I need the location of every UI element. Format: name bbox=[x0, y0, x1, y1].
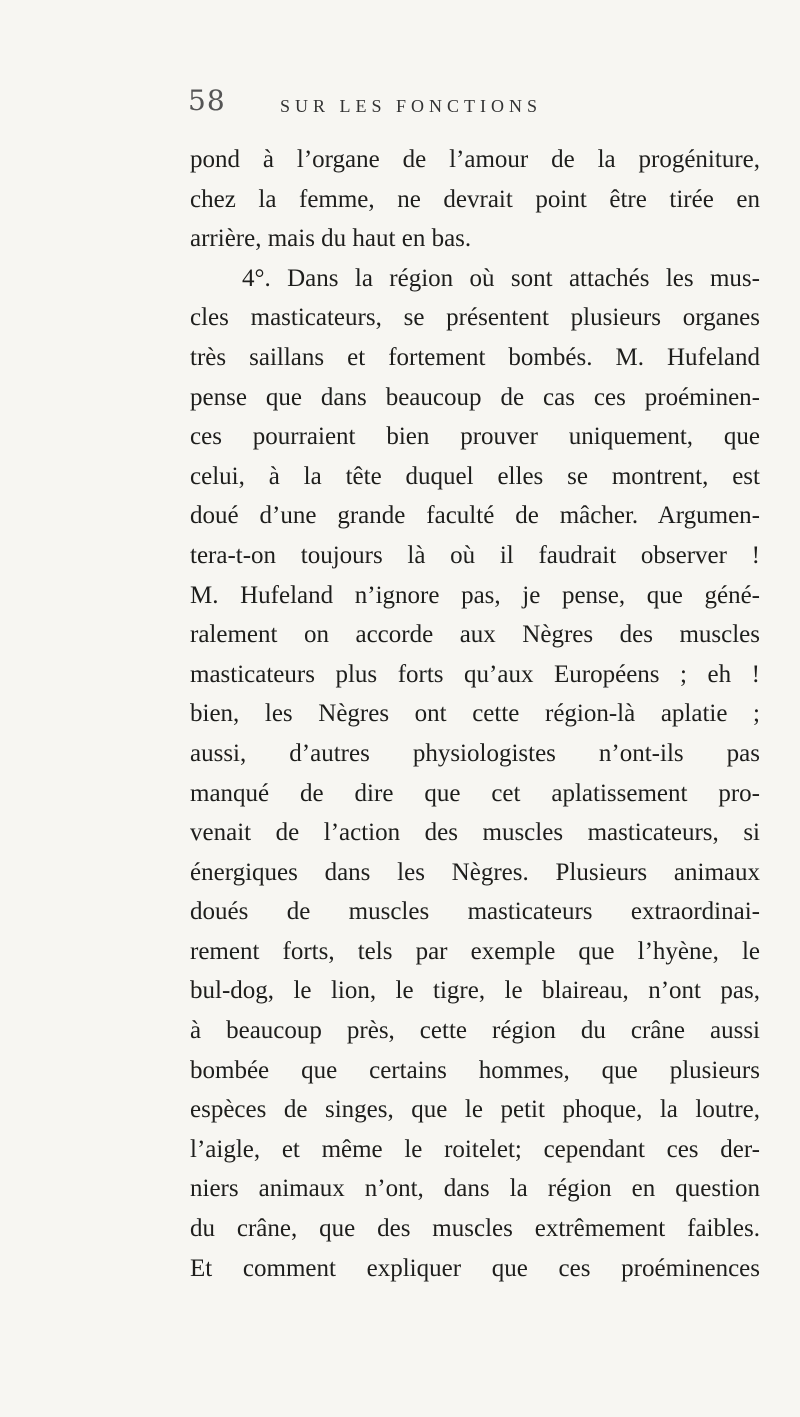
text-line: pense que dans beaucoup de cas ces proéminen- bbox=[190, 383, 760, 411]
running-title: SUR LES FONCTIONS bbox=[280, 96, 543, 116]
text-line: bombée que certains hommes, que plusieurs bbox=[190, 1056, 760, 1084]
text-line: espèces de singes, que le petit phoque, la loutre, bbox=[190, 1096, 760, 1124]
text-line: manqué de dire que cet aplatissement pro- bbox=[190, 779, 760, 807]
body-text bbox=[190, 140, 760, 1288]
text-line: l’aigle, et même le roitelet; cependant ces der- bbox=[190, 1135, 760, 1163]
text-line: rement forts, tels par exemple que l’hyène, le bbox=[190, 937, 760, 965]
text-line: ralement on accorde aux Nègres des muscles bbox=[190, 621, 760, 649]
text-line: cles masticateurs, se présentent plusieurs organes bbox=[190, 304, 760, 332]
text-line: chez la femme, ne devrait point être tirée en bbox=[190, 185, 760, 213]
text-line: à beaucoup près, cette région du crâne aussi bbox=[190, 1017, 760, 1045]
text-line: doué d’une grande faculté de mâcher. Argumen- bbox=[190, 502, 760, 530]
text-line: aussi, d’autres physiologistes n’ont-ils pas bbox=[190, 739, 760, 767]
page-number: 58 bbox=[188, 84, 226, 117]
page-header bbox=[188, 86, 758, 126]
text-line: bien, les Nègres ont cette région-là aplatie ; bbox=[190, 700, 760, 728]
text-line: tera-t-on toujours là où il faudrait observer ! bbox=[190, 541, 760, 569]
text-line: venait de l’action des muscles masticateurs, si bbox=[190, 819, 760, 847]
text-line: doués de muscles masticateurs extraordinai- bbox=[190, 898, 760, 926]
text-line: masticateurs plus forts qu’aux Européens ; eh ! bbox=[190, 660, 760, 688]
text-line: 4°. Dans la région où sont attachés les mus- bbox=[242, 264, 760, 292]
text-line: Et comment expliquer que ces proéminences bbox=[190, 1254, 760, 1282]
text-line: M. Hufeland n’ignore pas, je pense, que géné- bbox=[190, 581, 760, 609]
text-line: pond à l’organe de l’amour de la progéniture, bbox=[190, 146, 760, 173]
text-line: bul-dog, le lion, le tigre, le blaireau, n’ont pas, bbox=[190, 977, 760, 1005]
text-line: énergiques dans les Nègres. Plusieurs animaux bbox=[190, 858, 760, 886]
text-line: du crâne, que des muscles extrêmement faibles. bbox=[190, 1215, 760, 1243]
text-line: ces pourraient bien prouver uniquement, que bbox=[190, 423, 760, 451]
text-line: arrière, mais du haut en bas. bbox=[190, 225, 472, 253]
text-line: très saillans et fortement bombés. M. Hufeland bbox=[190, 343, 760, 371]
text-line: niers animaux n’ont, dans la région en question bbox=[190, 1175, 760, 1203]
text-line: celui, à la tête duquel elles se montrent, est bbox=[190, 462, 760, 490]
